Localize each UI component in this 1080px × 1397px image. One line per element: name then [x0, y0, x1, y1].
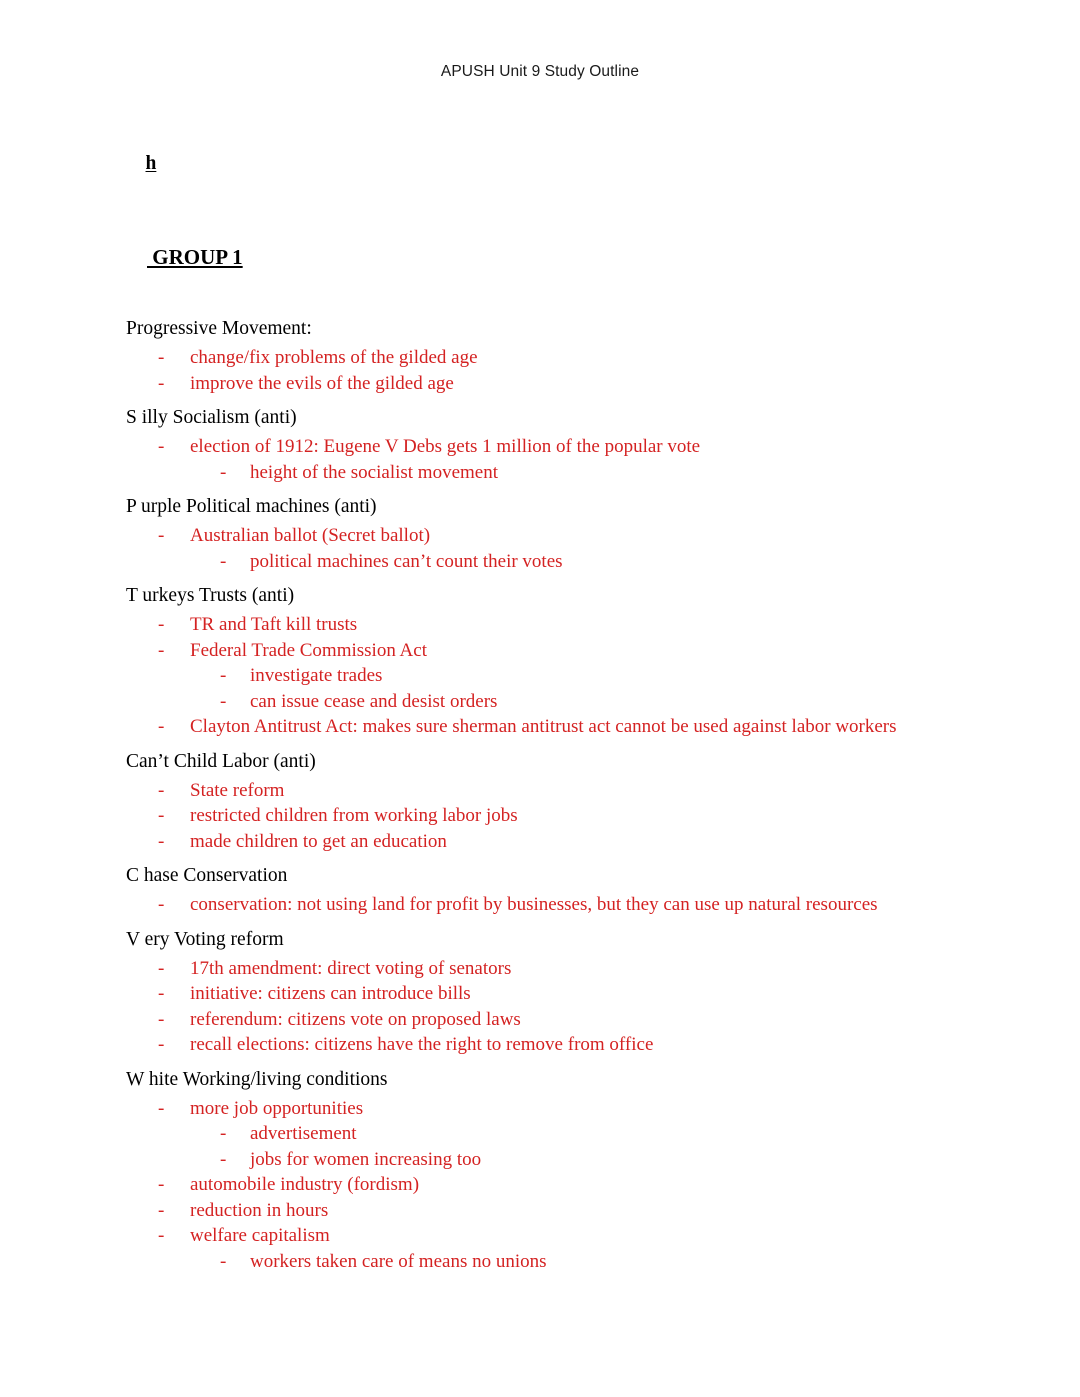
bullet-list [126, 434, 916, 485]
outline-section [126, 740, 916, 855]
running-header-title: APUSH Unit 9 Study Outline [440, 63, 640, 80]
bullet-list [126, 345, 916, 396]
section-heading: T urkeys Trusts (anti) [126, 585, 295, 606]
bullet-text: Federal Trade Commission Act [190, 639, 427, 661]
bullet-item [126, 1032, 916, 1058]
bullet-text: reduction in hours [190, 1199, 329, 1221]
stray-heading [126, 122, 916, 206]
bullet-text: political machines can’t count their votes [250, 550, 563, 572]
sub-bullet-item [126, 460, 916, 486]
sub-bullet-item [126, 1249, 916, 1275]
section-heading: S illy Socialism (anti) [126, 407, 297, 428]
running-header [0, 62, 1080, 82]
bullet-dash-marker: - [158, 347, 165, 368]
bullet-dash-marker: - [158, 614, 165, 635]
bullet-list [126, 956, 916, 1058]
bullet-text: welfare capitalism [190, 1225, 330, 1246]
bullet-dash-marker: - [158, 1097, 165, 1119]
bullet-dash-marker: - [220, 1250, 227, 1272]
bullet-item [126, 803, 916, 829]
bullet-list [126, 523, 916, 574]
bullet-item [126, 638, 916, 664]
bullet-text: restricted children from working labor jobs [190, 805, 518, 826]
sub-bullet-item [126, 1121, 916, 1147]
bullet-text: TR and Taft kill trusts [190, 614, 358, 635]
bullet-item [126, 1096, 916, 1122]
bullet-dash-marker: - [158, 525, 165, 546]
bullet-dash-marker: - [158, 1225, 165, 1246]
bullet-item [126, 829, 916, 855]
section-heading: C hase Conservation [126, 865, 288, 886]
bullet-list [126, 778, 916, 855]
section-heading: V ery Voting reform [126, 928, 284, 950]
outline-section [126, 396, 916, 485]
bullet-dash-marker: - [158, 716, 165, 737]
bullet-dash-marker: - [158, 1034, 165, 1055]
bullet-dash-marker: - [158, 639, 165, 661]
sub-bullet-item [126, 663, 916, 689]
sub-bullet-list [126, 663, 916, 714]
bullet-text: 17th amendment: direct voting of senators [190, 957, 512, 979]
bullet-item [126, 778, 916, 804]
sub-bullet-item [126, 549, 916, 575]
bullet-text: automobile industry (fordism) [190, 1174, 420, 1195]
sub-bullet-item [126, 689, 916, 715]
bullet-item [126, 956, 916, 982]
section-heading: P urple Political machines (anti) [126, 496, 377, 517]
group-heading-text: GROUP 1 [147, 245, 243, 269]
section-heading: W hite Working/living conditions [126, 1068, 388, 1090]
bullet-item [126, 1223, 916, 1249]
bullet-item [126, 714, 916, 740]
bullet-dash-marker: - [220, 690, 227, 712]
document-body [126, 122, 916, 1274]
bullet-text: investigate trades [250, 665, 383, 686]
bullet-dash-marker: - [158, 779, 165, 801]
sub-bullet-list [126, 549, 916, 575]
bullet-dash-marker: - [220, 665, 227, 686]
bullet-item [126, 981, 916, 1007]
group-heading [126, 208, 916, 307]
bullet-text: jobs for women increasing too [250, 1148, 482, 1170]
outline-section [126, 485, 916, 574]
sections-container [126, 307, 916, 1274]
sub-bullet-list [126, 1121, 916, 1172]
bullet-text: workers taken care of means no unions [250, 1250, 547, 1272]
bullet-item [126, 612, 916, 638]
bullet-dash-marker: - [158, 372, 165, 394]
section-heading: Progressive Movement: [126, 318, 312, 339]
bullet-dash-marker: - [220, 550, 227, 572]
sub-bullet-list [126, 460, 916, 486]
bullet-dash-marker: - [158, 1174, 165, 1195]
bullet-dash-marker: - [220, 461, 227, 483]
outline-section [126, 1058, 916, 1275]
bullet-dash-marker: - [158, 894, 165, 915]
bullet-list [126, 1096, 916, 1275]
outline-section [126, 307, 916, 396]
bullet-dash-marker: - [158, 1199, 165, 1221]
bullet-text: State reform [190, 779, 285, 801]
bullet-item [126, 434, 916, 460]
bullet-dash-marker: - [220, 1123, 227, 1144]
bullet-text: height of the socialist movement [250, 461, 499, 483]
sub-bullet-list [126, 1249, 916, 1275]
outline-section [126, 574, 916, 740]
bullet-item [126, 1172, 916, 1198]
bullet-dash-marker: - [220, 1148, 227, 1170]
bullet-list [126, 612, 916, 740]
bullet-text: Clayton Antitrust Act: makes sure sherman antitrust act cannot be used against labor workers [190, 716, 897, 737]
bullet-text: conservation: not using land for profit by businesses, but they can use up natural resources [190, 894, 878, 915]
bullet-text: referendum: citizens vote on proposed laws [190, 1008, 521, 1030]
bullet-text: recall elections: citizens have the right to remove from office [190, 1034, 654, 1055]
bullet-text: election of 1912: Eugene V Debs gets 1 million of the popular vote [190, 436, 701, 457]
bullet-text: Australian ballot (Secret ballot) [190, 525, 431, 546]
outline-section [126, 854, 916, 918]
bullet-text: improve the evils of the gilded age [190, 372, 454, 394]
bullet-item [126, 371, 916, 397]
bullet-dash-marker: - [158, 805, 165, 826]
outline-section [126, 918, 916, 1058]
bullet-item [126, 892, 916, 918]
bullet-text: more job opportunities [190, 1097, 364, 1119]
bullet-dash-marker: - [158, 1008, 165, 1030]
bullet-dash-marker: - [158, 830, 165, 852]
bullet-item [126, 1007, 916, 1033]
bullet-item [126, 1198, 916, 1224]
bullet-text: advertisement [250, 1123, 357, 1144]
bullet-text: made children to get an education [190, 830, 447, 852]
stray-heading-text: h [145, 153, 157, 174]
bullet-item [126, 345, 916, 371]
bullet-item [126, 523, 916, 549]
bullet-text: change/fix problems of the gilded age [190, 347, 478, 368]
bullet-dash-marker: - [158, 957, 165, 979]
sub-bullet-item [126, 1147, 916, 1173]
bullet-dash-marker: - [158, 436, 165, 457]
bullet-text: initiative: citizens can introduce bills [190, 983, 471, 1004]
bullet-text: can issue cease and desist orders [250, 690, 498, 712]
bullet-list [126, 892, 916, 918]
bullet-dash-marker: - [158, 983, 165, 1004]
section-heading: Can’t Child Labor (anti) [126, 750, 316, 772]
